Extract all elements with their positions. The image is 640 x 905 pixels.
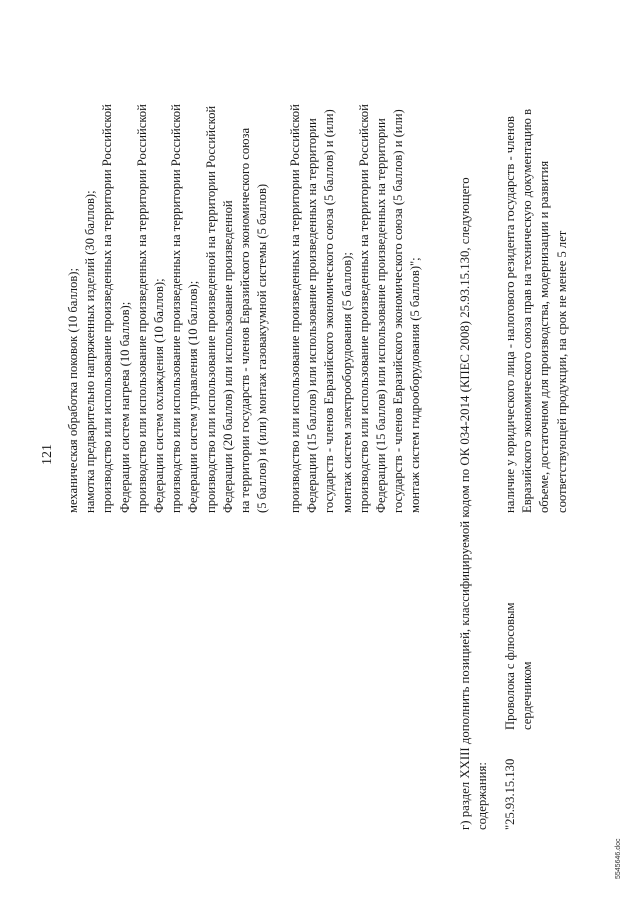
requirements-block bbox=[287, 104, 425, 513]
page-number: 121 bbox=[40, 444, 55, 465]
table-cell-product bbox=[502, 603, 536, 730]
continuation-line: Федерации систем нагрева (10 баллов); bbox=[117, 301, 132, 513]
continuation-line: механическая обработка поковок (10 баллов); bbox=[66, 268, 80, 513]
section-intro-line: содержания: bbox=[475, 762, 490, 830]
continuation-line: Федерации систем управления (10 баллов); bbox=[186, 280, 201, 513]
continuation-line: производство или использование произведенных на территории Российской bbox=[134, 104, 149, 513]
requirement-line: объеме, достаточном для производства, модернизации и развития bbox=[537, 160, 552, 513]
section-intro bbox=[457, 177, 491, 830]
requirements-line: Федерации (15 баллов) или использование произведенных на территории bbox=[305, 118, 320, 513]
requirements-line: Федерации (15 баллов) или использование произведенных на территории bbox=[374, 118, 389, 513]
requirements-line: монтаж систем электрооборудования (5 баллов); bbox=[339, 252, 354, 513]
product-line: сердечником bbox=[520, 661, 535, 730]
requirements-line: государств - членов Евразийского экономического союза (5 баллов) и (или) bbox=[391, 109, 406, 513]
continuation-line: Федерации систем охлаждения (10 баллов); bbox=[152, 278, 167, 513]
requirements-line: производство или использование произведенных на территории Российской bbox=[356, 104, 371, 513]
requirement-line: соответствующей продукции, на срок не менее 5 лет bbox=[554, 230, 569, 513]
table-cell-requirement bbox=[502, 109, 571, 513]
section-intro-line: г) раздел XXIII дополнить позицией, классифицируемой кодом по ОК 034-2014 (КПЕС 2008) 25.93.15.130, следующего bbox=[458, 177, 472, 830]
continuation-line: производство или использование произведенных на территории Российской bbox=[169, 104, 184, 513]
product-line: Проволока с флюсовым bbox=[503, 602, 517, 730]
requirements-line: монтаж систем гидрооборудования (5 баллов)"; bbox=[408, 257, 423, 513]
requirements-line: государств - членов Евразийского экономического союза (5 баллов) и (или) bbox=[322, 109, 337, 513]
continuation-line: Федерации (20 баллов) или использование произведенной bbox=[220, 200, 235, 513]
requirements-line: производство или использование произведенных на территории Российской bbox=[288, 104, 302, 513]
continuation-block bbox=[65, 104, 271, 513]
continuation-line: (5 баллов) и (или) монтаж газовакуумной системы (5 баллов) bbox=[255, 183, 270, 513]
continuation-line: производство или использование произведенных на территории Российской bbox=[100, 104, 115, 513]
requirement-line: наличие у юридического лица - налогового резидента государств - членов bbox=[503, 116, 517, 513]
requirement-line: Евразийского экономического союза прав на техническую документацию в bbox=[520, 108, 535, 513]
continuation-line: производство или использование произведенной на территории Российской bbox=[203, 105, 218, 513]
footer-doc-id: 5545646.doc bbox=[615, 838, 622, 879]
continuation-line: намотка предварительно напряженных изделий (30 баллов); bbox=[83, 190, 98, 513]
continuation-line: на территории государств - членов Евразийского экономического союза bbox=[238, 127, 253, 513]
table-cell-code: "25.93.15.130 bbox=[503, 758, 517, 830]
